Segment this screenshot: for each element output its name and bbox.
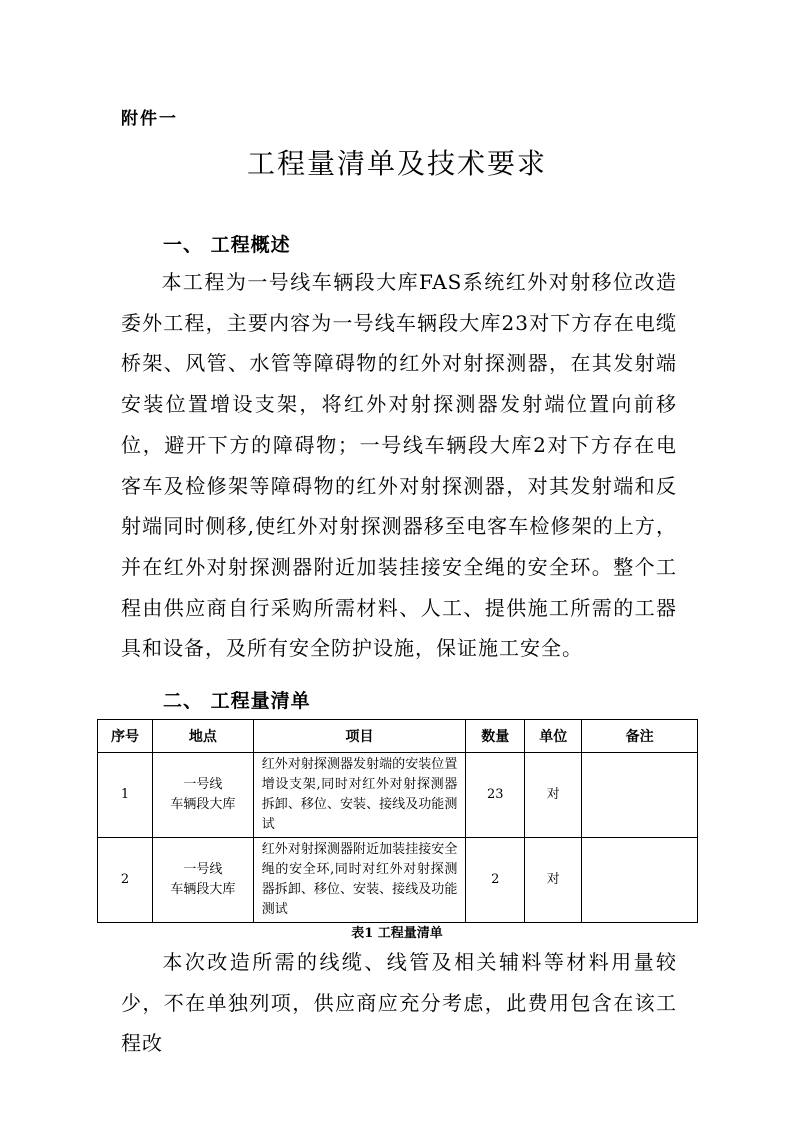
cell-item: 红外对射探测器附近加装挂接安全绳的安全环,同时对红外对射探测器拆卸、移位、安装、接线及功能测试	[253, 838, 466, 923]
place-line-2: 车辆段大库	[170, 797, 236, 812]
cell-remark	[582, 753, 698, 838]
table-row	[98, 753, 698, 838]
header-place: 地点	[152, 720, 253, 753]
cell-place	[152, 753, 253, 838]
cell-qty: 23	[466, 753, 525, 838]
header-remark: 备注	[582, 720, 698, 753]
place-line-2: 车辆段大库	[170, 882, 236, 897]
cell-unit: 对	[525, 753, 582, 838]
header-no: 序号	[98, 720, 153, 753]
attachment-label: 附件一	[121, 109, 178, 129]
cell-no: 2	[98, 838, 153, 923]
place-line-1: 一号线	[183, 862, 223, 877]
section-heading-quantity-list: 二、 工程量清单	[163, 690, 311, 712]
table-caption: 表1 工程量清单	[351, 926, 443, 941]
table-header-row	[98, 720, 698, 753]
cell-item: 红外对射探测器发射端的安装位置增设支架,同时对红外对射探测器拆卸、移位、安装、接线及功能测试	[253, 753, 466, 838]
table-row	[98, 838, 698, 923]
overview-text: 本工程为一号线车辆段大库FAS系统红外对射移位改造委外工程，主要内容为一号线车辆段大库23对下方存在电缆桥架、风管、水管等障碍物的红外对射探测器，在其发射端安装位置增设支架，将红外对射探测器发射端位置向前移位，避开下方的障碍物；一号线车辆段大库2对下方存在电客车及检修架等障碍物的红外对射探测器，对其发射端和反射端同时侧移,使红外对射探测器移至电客车检修架的上方，并在红外对射探测器附近加装挂接安全绳的安全环。整个工程由供应商自行采购所需材料、人工、提供施工所需的工器具和设备，及所有安全防护设施，保证施工安全。	[121, 270, 677, 661]
cell-remark	[582, 838, 698, 923]
document-title: 工程量清单及技术要求	[246, 147, 547, 180]
overview-paragraph	[121, 262, 677, 669]
closing-paragraph	[121, 942, 677, 1064]
cell-no: 1	[98, 753, 153, 838]
cell-unit: 对	[525, 838, 582, 923]
closing-text: 本次改造所需的线缆、线管及相关辅料等材料用量较少，不在单独列项，供应商应充分考虑，此费用包含在该工程改	[121, 950, 677, 1056]
header-item: 项目	[253, 720, 466, 753]
cell-qty: 2	[466, 838, 525, 923]
place-line-1: 一号线	[183, 777, 223, 792]
section-heading-overview: 一、 工程概述	[163, 234, 291, 256]
cell-place	[152, 838, 253, 923]
quantity-table	[97, 719, 698, 923]
header-qty: 数量	[466, 720, 525, 753]
header-unit: 单位	[525, 720, 582, 753]
